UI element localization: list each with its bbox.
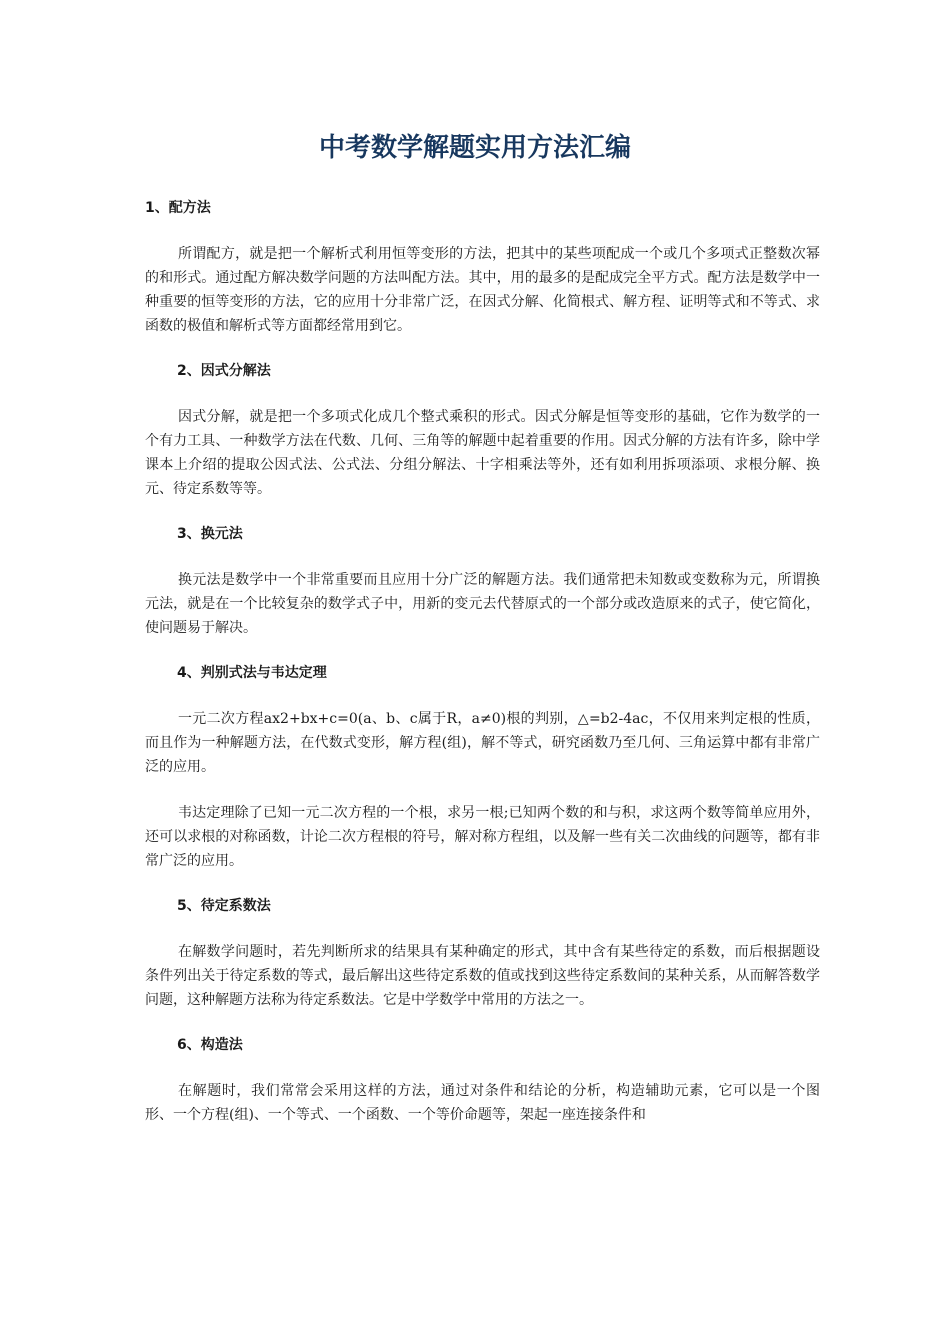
section-heading-5: 5、待定系数法 (177, 898, 271, 914)
section-heading-6: 6、构造法 (177, 1037, 243, 1053)
section-heading-3: 3、换元法 (177, 526, 243, 542)
section-2-paragraph: 因式分解，就是把一个多项式化成几个整式乘积的形式。因式分解是恒等变形的基础，它作为数学的一个有力工具、一种数学方法在代数、几何、三角等的解题中起着重要的作用。因式分解的方法有许多，除中学课本上介绍的提取公因式法、公式法、分组分解法、十字相乘法等外，还有如利用拆项添项、求根分解、换元、待定系数等等。 (145, 409, 820, 497)
section-4-paragraph-2: 韦达定理除了已知一元二次方程的一个根，求另一根;已知两个数的和与积，求这两个数等简单应用外，还可以求根的对称函数，计论二次方程根的符号，解对称方程组，以及解一些有关二次曲线的问题等，都有非常广泛的应用。 (145, 805, 820, 869)
document-body (145, 196, 820, 1127)
section-heading-4: 4、判别式法与韦达定理 (177, 665, 327, 681)
document-title: 中考数学解题实用方法汇编 (318, 133, 631, 163)
section-3-paragraph: 换元法是数学中一个非常重要而且应用十分广泛的解题方法。我们通常把未知数或变数称为元，所谓换元法，就是在一个比较复杂的数学式子中，用新的变元去代替原式的一个部分或改造原来的式子，使它简化，使问题易于解决。 (145, 572, 820, 636)
section-6-paragraph: 在解题时，我们常常会采用这样的方法，通过对条件和结论的分析，构造辅助元素，它可以是一个图形、一个方程(组)、一个等式、一个函数、一个等价命题等，架起一座连接条件和 (145, 1083, 820, 1123)
section-1-paragraph: 所谓配方，就是把一个解析式利用恒等变形的方法，把其中的某些项配成一个或几个多项式正整数次幂的和形式。通过配方解决数学问题的方法叫配方法。其中，用的最多的是配成完全平方式。配方法是数学中一种重要的恒等变形的方法，它的应用十分非常广泛，在因式分解、化简根式、解方程、证明等式和不等式、求函数的极值和解析式等方面都经常用到它。 (145, 246, 820, 334)
section-4-paragraph-1: 一元二次方程ax2+bx+c=0(a、b、c属于R，a≠0)根的判别，△=b2-4ac，不仅用来判定根的性质，而且作为一种解题方法，在代数式变形，解方程(组)，解不等式，研究函数乃至几何、三角运算中都有非常广泛的应用。 (145, 711, 820, 775)
section-heading-2: 2、因式分解法 (177, 363, 271, 379)
section-heading-1: 1、配方法 (145, 200, 211, 216)
section-5-paragraph: 在解数学问题时，若先判断所求的结果具有某种确定的形式，其中含有某些待定的系数，而后根据题设条件列出关于待定系数的等式，最后解出这些待定系数的值或找到这些待定系数间的某种关系，从而解答数学问题，这种解题方法称为待定系数法。它是中学数学中常用的方法之一。 (145, 944, 820, 1008)
